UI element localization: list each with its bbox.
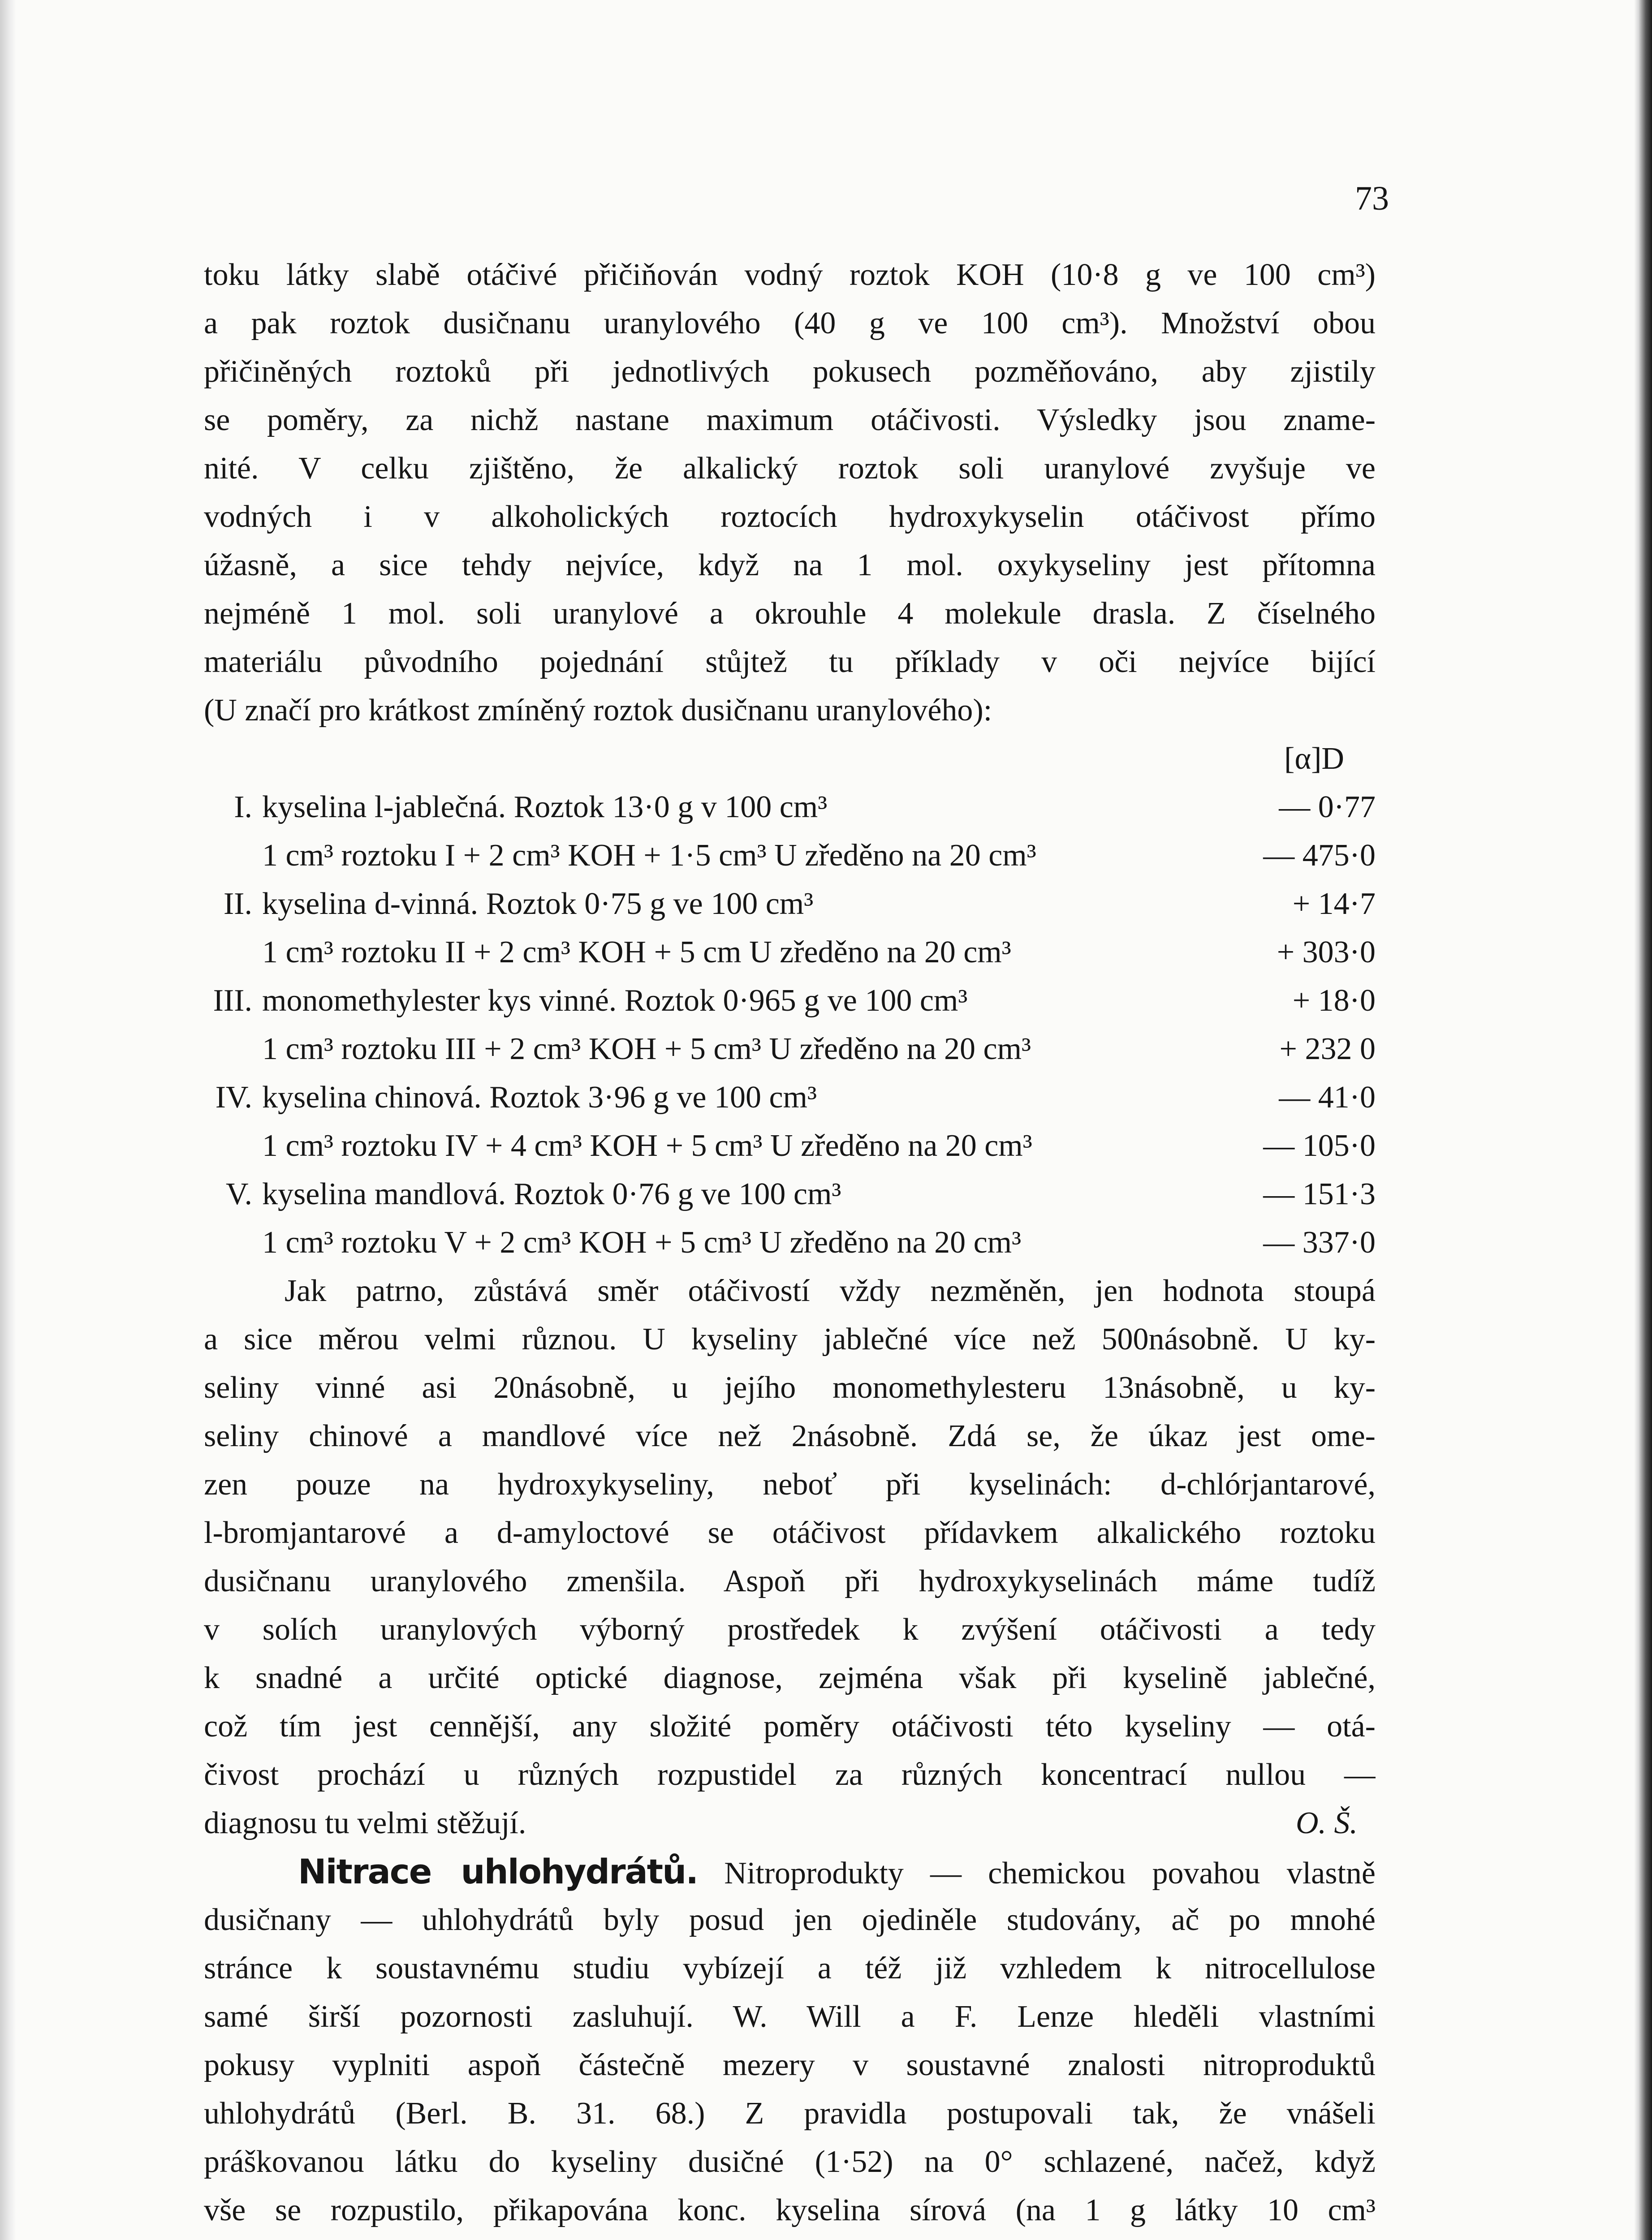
author-initials: O. Š. [1295, 1806, 1358, 1840]
closing-line [204, 1799, 1376, 1848]
example-row [204, 928, 1376, 977]
text-line: uhlohydrátů (Berl. B. 31. 68.) Z pravidla postupovali tak, že vnášeli [204, 2096, 1376, 2131]
example-row [204, 783, 1376, 831]
example-description: 1 cm³ roztoku III + 2 cm³ KOH + 5 cm³ U zředěno na 20 cm³ [262, 1032, 1031, 1066]
text-line: l-bromjantarové a d-amyloctové se otáčivost přídavkem alkalického roztoku [204, 1516, 1376, 1550]
text-line: diagnosu tu velmi stěžují. [204, 1806, 526, 1840]
text-line: což tím jest cennější, any složité poměry otáčivosti této kyseliny — otá- [204, 1709, 1376, 1744]
text-line: vodných i v alkoholických roztocích hydroxykyselin otáčivost přímo [204, 500, 1376, 534]
example-description: 1 cm³ roztoku I + 2 cm³ KOH + 1·5 cm³ U zředěno na 20 cm³ [262, 838, 1036, 873]
text-line: (U značí pro krátkost zmíněný roztok dusičnanu uranylového): [204, 693, 992, 728]
example-description: kyselina mandlová. Roztok 0·76 g ve 100 cm³ [262, 1177, 841, 1211]
example-value: — 151·3 [1263, 1177, 1376, 1211]
heading-continuation: Nitroprodukty — chemickou povahou vlastně [724, 1856, 1376, 1891]
example-description: kyselina d-vinná. Roztok 0·75 g ve 100 cm³ [262, 887, 814, 921]
text-line: Jak patrno, zůstává směr otáčivostí vždy nezměněn, jen hodnota stoupá [285, 1274, 1376, 1308]
example-number: IV. [215, 1080, 252, 1115]
example-description: kyselina chinová. Roztok 3·96 g ve 100 cm³ [262, 1080, 817, 1115]
text-line: k snadné a určité optické diagnose, zejména však při kyselině jablečné, [204, 1661, 1376, 1695]
text-line: zen pouze na hydroxykyseliny, neboť při kyselinách: d-chlórjantarové, [204, 1467, 1376, 1502]
example-description: 1 cm³ roztoku II + 2 cm³ KOH + 5 cm U zředěno na 20 cm³ [262, 935, 1011, 969]
paragraph-discussion [204, 1267, 1376, 1799]
example-value: + 232 0 [1279, 1032, 1376, 1066]
page-body [204, 251, 1376, 2240]
page-number: 73 [1355, 180, 1389, 217]
text-line: materiálu původního pojednání stůjtež tu příklady v oči nejvíce bijící [204, 645, 1376, 679]
example-description: 1 cm³ roztoku V + 2 cm³ KOH + 5 cm³ U zředěno na 20 cm³ [262, 1225, 1022, 1260]
example-description: kyselina l-jablečná. Roztok 13·0 g v 100 cm³ [262, 790, 828, 824]
text-line: seliny vinné asi 20násobně, u jejího monomethylesteru 13násobně, u ky- [204, 1370, 1376, 1405]
example-value: + 14·7 [1292, 887, 1376, 921]
example-value: — 41·0 [1279, 1080, 1376, 1115]
text-line: práškovanou látku do kyseliny dusičné (1·52) na 0° schlazené, načež, když [204, 2145, 1376, 2179]
example-number: III. [213, 983, 252, 1018]
paragraph-intro [204, 251, 1376, 735]
example-value: + 303·0 [1277, 935, 1376, 969]
section-heading: Nitrace uhlohydrátů. [298, 1852, 698, 1891]
text-line: seliny chinové a mandlové více než 2násobně. Zdá se, že úkaz jest ome- [204, 1419, 1376, 1453]
text-line: pokusy vyplniti aspoň částečně mezery v soustavné znalosti nitroproduktů [204, 2048, 1376, 2082]
rotation-column-header: [α]D [1284, 741, 1344, 776]
text-line: toku látky slabě otáčivé přičiňován vodný roztok KOH (10·8 g ve 100 cm³) [204, 258, 1376, 292]
text-line: samé širší pozornosti zasluhují. W. Will a F. Lenze hleděli vlastními [204, 1999, 1376, 2034]
example-value: — 105·0 [1263, 1129, 1376, 1163]
example-value: + 18·0 [1292, 983, 1376, 1018]
text-line: a pak roztok dusičnanu uranylového (40 g ve 100 cm³). Množství obou [204, 306, 1376, 340]
example-description: 1 cm³ roztoku IV + 4 cm³ KOH + 5 cm³ U zředěno na 20 cm³ [262, 1129, 1032, 1163]
text-line: a sice měrou velmi různou. U kyseliny jablečné více než 500násobně. U ky- [204, 1322, 1376, 1357]
example-value: — 475·0 [1263, 838, 1376, 873]
scan-edge-left [0, 0, 16, 2240]
text-line: čivost prochází u různých rozpustidel za různých koncentrací nullou — [204, 1758, 1376, 1792]
example-row [204, 831, 1376, 880]
example-row [204, 880, 1376, 928]
text-line: vše se rozpustilo, přikapována konc. kyselina sírová (na 1 g látky 10 cm³ [204, 2193, 1376, 2227]
text-line: v solích uranylových výborný prostředek k zvýšení otáčivosti a tedy [204, 1612, 1376, 1647]
text-line: dusičnanu uranylového zmenšila. Aspoň při hydroxykyselinách máme tudíž [204, 1564, 1376, 1598]
example-value: — 0·77 [1279, 790, 1376, 824]
paragraph-nitration [204, 1848, 1376, 2240]
text-line: stránce k soustavnému studiu vybízejí a též již vzhledem k nitrocellulose [204, 1951, 1376, 1986]
text-line: nejméně 1 mol. soli uranylové a okrouhle 4 molekule drasla. Z číselného [204, 596, 1376, 631]
example-row [204, 1073, 1376, 1122]
text-line: nité. V celku zjištěno, že alkalický roztok soli uranylové zvyšuje ve [204, 451, 1376, 486]
text-line: přičiněných roztoků při jednotlivých pokusech pozměňováno, aby zjistily [204, 354, 1376, 389]
example-row [204, 1219, 1376, 1267]
example-row [204, 1170, 1376, 1219]
text-line [204, 1848, 1376, 1896]
example-description: monomethylester kys vinné. Roztok 0·965 g ve 100 cm³ [262, 983, 968, 1018]
example-row [204, 1122, 1376, 1170]
example-number: I. [234, 790, 252, 824]
text-line: úžasně, a sice tehdy nejvíce, když na 1 mol. oxykyseliny jest přítomna [204, 548, 1376, 582]
text-line: dusičnany — uhlohydrátů byly posud jen ojediněle studovány, ač po mnohé [204, 1903, 1376, 1937]
text-line: se poměry, za nichž nastane maximum otáčivosti. Výsledky jsou zname- [204, 403, 1376, 437]
example-value: — 337·0 [1263, 1225, 1376, 1260]
examples-table [204, 783, 1376, 1267]
example-number: II. [223, 887, 252, 921]
example-row [204, 1025, 1376, 1073]
text-line [204, 2235, 1376, 2240]
example-row [204, 977, 1376, 1025]
example-number: V. [225, 1177, 252, 1211]
scan-edge-right [1634, 0, 1652, 2240]
